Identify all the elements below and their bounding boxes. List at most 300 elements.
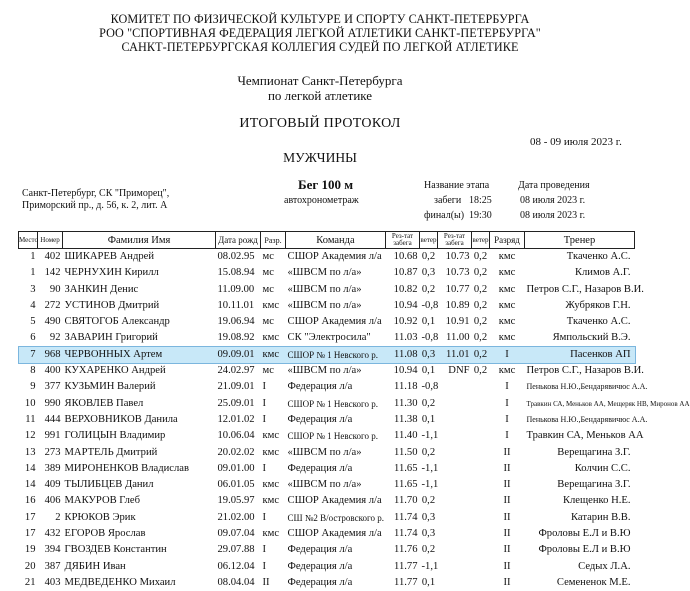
cell-name: ЗАВАРИН Григорий <box>64 332 158 344</box>
cell-rank: мс <box>262 283 274 295</box>
cell-result-heat: 10.92 <box>393 316 418 328</box>
cell-name: ГВОЗДЕВ Константин <box>64 544 167 556</box>
col-coach: Тренер <box>525 232 635 249</box>
cell-wind-final <box>472 510 490 526</box>
cell-team: Федерация л/а <box>287 544 353 556</box>
cell-result-heat: 11.74 <box>394 511 418 523</box>
cell-qualification: II <box>503 479 511 491</box>
cell-wind-heat: 0,3 <box>421 267 436 279</box>
cell-coach: Пенькова Н.Ю.,Бендарявичюс А.А. <box>526 382 648 392</box>
cell-rank: кмс <box>262 332 280 344</box>
cell-coach: Ямпольский В.Э. <box>552 332 631 344</box>
cell-wind-final <box>472 445 490 461</box>
cell-rank: кмс <box>262 479 280 491</box>
cell-bib: 394 <box>44 544 61 556</box>
cell-qualification: II <box>503 462 511 474</box>
stage-header: Название этапа <box>424 180 490 191</box>
cell-name: МЕДВЕДЕНКО Михаил <box>64 576 176 588</box>
cell-team: СШОР Академия л/а <box>287 251 382 262</box>
cell-coach: Колчин С.С. <box>574 462 631 474</box>
cell-qualification: II <box>503 560 511 572</box>
col-dob: Дата рожд <box>216 232 261 249</box>
cell-wind-heat: 0,2 <box>421 495 436 507</box>
cell-place: 6 <box>30 332 36 344</box>
cell-wind-final <box>472 428 490 444</box>
cell-wind-final <box>472 559 490 575</box>
cell-bib: 403 <box>44 576 61 588</box>
table-row <box>19 347 635 363</box>
cell-wind-final <box>472 477 490 493</box>
cell-place: 16 <box>24 495 36 507</box>
cell-wind-final: 0,2 <box>473 365 488 377</box>
table-row <box>19 526 635 542</box>
cell-bib: 432 <box>44 528 61 540</box>
cell-result-final: 10.77 <box>445 283 470 295</box>
cell-name: ЧЕРНУХИН Кирилл <box>64 267 159 279</box>
final-date: 08 июля 2023 г. <box>520 210 586 221</box>
table-row <box>19 265 635 281</box>
cell-qualification: I <box>505 413 509 425</box>
cell-dob: 09.01.00 <box>217 462 255 474</box>
cell-qualification: кмс <box>498 283 516 295</box>
cell-wind-heat: 0,3 <box>421 528 436 540</box>
cell-team: «ШВСМ по л/а» <box>287 299 362 311</box>
cell-result-heat: 11.65 <box>394 479 418 491</box>
cell-coach: Ткаченко А.С. <box>566 316 631 328</box>
cell-result-final: 10.89 <box>445 299 470 311</box>
cell-dob: 15.08.94 <box>217 267 255 279</box>
cell-coach: Клещенко Н.Е. <box>562 495 631 507</box>
table-row <box>19 298 635 314</box>
cell-qualification: кмс <box>498 316 516 328</box>
cell-result-final <box>438 493 472 509</box>
cell-name: ЧЕРВОННЫХ Артем <box>63 347 216 363</box>
cell-bib: 409 <box>44 479 61 491</box>
cell-qualification: II <box>503 446 511 458</box>
cell-dob: 06.12.04 <box>217 560 255 572</box>
cell-name: ЕГОРОВ Ярослав <box>64 528 146 540</box>
cell-name: ШИКАРЕВ Андрей <box>64 251 155 262</box>
cell-result-heat: 10.82 <box>393 283 418 295</box>
organizer-line-3: САНКТ-ПЕТЕРБУРГСКАЯ КОЛЛЕГИЯ СУДЕЙ ПО ЛЕГКОЙ АТЛЕТИКЕ <box>121 40 519 54</box>
cell-wind-heat: 0,1 <box>421 365 436 377</box>
venue-line-1: Санкт-Петербург, СК "Приморец", <box>22 188 170 199</box>
cell-place: 11 <box>25 413 36 425</box>
cell-wind-heat: -1,1 <box>421 462 439 474</box>
cell-result-heat: 11.70 <box>394 495 418 507</box>
cell-result-heat: 10.87 <box>393 267 418 279</box>
cell-wind-heat: 0,2 <box>421 251 436 262</box>
cell-result-final: 10.73 <box>445 251 470 262</box>
event-subtitle: по легкой атлетике <box>267 88 373 103</box>
table-row <box>19 282 635 298</box>
cell-qualification: кмс <box>498 251 516 262</box>
cell-bib: 968 <box>38 347 63 363</box>
cell-team: «ШВСМ по л/а» <box>287 446 362 458</box>
cell-rank: I <box>262 560 267 572</box>
cell-team: СШОР № 1 Невского р. <box>286 347 386 363</box>
cell-place: 4 <box>30 299 36 311</box>
cell-result-final: 10.73 <box>445 267 470 279</box>
cell-wind-heat: 0,3 <box>421 511 436 523</box>
cell-wind-final <box>472 493 490 509</box>
cell-coach: Ткаченко А.С. <box>566 251 631 262</box>
cell-qualification: I <box>490 347 525 363</box>
cell-result-heat: 10.68 <box>393 251 418 262</box>
cell-name: КУХАРЕНКО Андрей <box>64 365 166 377</box>
cell-wind-heat: 0,2 <box>421 446 436 458</box>
final-label: финал(ы) <box>424 210 465 221</box>
cell-result-final: 11.01 <box>438 347 472 363</box>
cell-rank: I <box>262 381 267 393</box>
cell-bib: 387 <box>44 560 61 572</box>
cell-wind-final <box>472 379 490 395</box>
cell-coach: Верещагина З.Г. <box>557 446 631 458</box>
cell-qualification: кмс <box>498 332 516 344</box>
table-row <box>19 428 635 444</box>
cell-dob: 21.02.00 <box>217 511 255 523</box>
table-row <box>19 363 635 379</box>
cell-coach: Петров С.Г., Назаров В.И. <box>526 283 644 295</box>
cell-name: МИРОНЕНКОВ Владислав <box>64 462 189 474</box>
cell-place: 7 <box>19 347 38 363</box>
cell-team: СШОР № 1 Невского р. <box>287 431 378 442</box>
cell-place: 20 <box>24 560 36 572</box>
cell-dob: 08.04.04 <box>217 576 255 588</box>
table-row <box>19 379 635 395</box>
cell-name: СВЯТОГОБ Александр <box>64 316 170 328</box>
cell-result-final: 11.00 <box>446 332 470 344</box>
cell-wind-heat: -1,1 <box>421 430 439 442</box>
table-row <box>19 493 635 509</box>
cell-result-final <box>438 428 472 444</box>
cell-result-final <box>438 526 472 542</box>
organizer-line-2: РОО "СПОРТИВНАЯ ФЕДЕРАЦИЯ ЛЕГКОЙ АТЛЕТИКИ САНКТ-ПЕТЕРБУРГА" <box>99 26 541 40</box>
cell-coach: Климов А.Г. <box>574 267 631 279</box>
cell-place: 17 <box>24 528 36 540</box>
cell-wind-final <box>472 396 490 412</box>
cell-result-final <box>438 396 472 412</box>
cell-qualification: I <box>505 397 509 409</box>
cell-bib: 92 <box>49 332 61 344</box>
col-result-final: Рез-тат забега <box>438 232 472 249</box>
cell-name: ГОЛИЦЫН Владимир <box>64 430 166 442</box>
cell-result-final <box>438 559 472 575</box>
cell-name: ЯКОВЛЕВ Павел <box>64 397 144 409</box>
col-qualification: Разряд <box>490 232 525 249</box>
cell-qualification: I <box>505 430 509 442</box>
cell-qualification: кмс <box>498 299 516 311</box>
col-place: Место <box>19 232 38 249</box>
cell-wind-final <box>472 526 490 542</box>
cell-qualification: кмс <box>498 365 516 377</box>
cell-team: Федерация л/а <box>287 381 353 393</box>
cell-dob: 19.05.97 <box>217 495 255 507</box>
cell-rank: кмс <box>262 299 280 311</box>
table-row <box>19 575 635 591</box>
cell-dob: 10.06.04 <box>217 430 255 442</box>
cell-qualification: II <box>503 495 511 507</box>
organizer-line-1: КОМИТЕТ ПО ФИЗИЧЕСКОЙ КУЛЬТУРЕ И СПОРТУ САНКТ-ПЕТЕРБУРГА <box>110 12 530 26</box>
cell-team: «ШВСМ по л/а» <box>287 479 362 491</box>
table-row <box>19 249 635 266</box>
cell-wind-final: 0,2 <box>473 332 488 344</box>
cell-rank: мс <box>262 267 274 279</box>
cell-bib: 389 <box>44 462 61 474</box>
cell-result-heat: 11.40 <box>394 430 418 442</box>
cell-qualification: II <box>503 528 511 540</box>
cell-coach: Седых Л.А. <box>578 560 631 572</box>
cell-team: СК "Электросила" <box>287 332 371 344</box>
cell-place: 19 <box>24 544 36 556</box>
cell-wind-heat: -1,1 <box>421 479 439 491</box>
cell-rank: кмс <box>262 430 280 442</box>
cell-wind-final: 0,2 <box>473 251 488 262</box>
cell-place: 21 <box>24 576 36 588</box>
category-title: МУЖЧИНЫ <box>283 150 357 165</box>
table-row <box>19 510 635 526</box>
cell-team: «ШВСМ по л/а» <box>287 365 362 377</box>
cell-wind-heat: 0,1 <box>421 413 436 425</box>
cell-name: ТЫЛИБЦЕВ Данил <box>64 479 154 491</box>
event-dates: 08 - 09 июля 2023 г. <box>530 136 622 148</box>
cell-dob: 20.02.02 <box>217 446 255 458</box>
cell-coach: Пенькова Н.Ю.,Бендарявичюс А.А. <box>526 414 648 424</box>
cell-team: Федерация л/а <box>287 462 353 474</box>
table-row <box>19 396 635 412</box>
cell-wind-heat: 0,1 <box>421 316 436 328</box>
heats-date: 08 июля 2023 г. <box>520 195 586 206</box>
cell-coach: Петров С.Г., Назаров В.И. <box>526 365 644 377</box>
cell-place: 10 <box>24 397 36 409</box>
cell-team: СШОР Академия л/а <box>287 316 382 328</box>
cell-name: КРЮКОВ Эрик <box>64 511 136 523</box>
cell-result-heat: 11.38 <box>394 413 418 425</box>
table-row <box>19 330 635 346</box>
heats-time: 18:25 <box>469 195 492 206</box>
cell-team: СШОР № 1 Невского р. <box>287 398 378 409</box>
cell-rank: кмс <box>262 446 280 458</box>
cell-wind-heat: 0,2 <box>421 397 436 409</box>
cell-result-final: 10.91 <box>445 316 470 328</box>
table-row <box>19 559 635 575</box>
cell-result-heat: 11.30 <box>394 397 418 409</box>
cell-rank: I <box>262 413 267 425</box>
cell-qualification: II <box>503 544 511 556</box>
cell-wind-final: 0,2 <box>472 347 490 363</box>
cell-team: Федерация л/а <box>287 560 353 572</box>
cell-result-final: DNF <box>448 365 470 377</box>
cell-name: МАКУРОВ Глеб <box>64 495 141 507</box>
venue-line-2: Приморский пр., д. 56, к. 2, лит. А <box>22 200 168 211</box>
cell-dob: 11.09.00 <box>217 283 255 295</box>
cell-rank: кмс <box>262 495 280 507</box>
cell-result-heat: 11.65 <box>394 462 418 474</box>
cell-place: 1 <box>30 251 36 262</box>
cell-name: ЗАНКИН Денис <box>64 283 139 295</box>
col-bib: Номер <box>38 232 63 249</box>
cell-place: 9 <box>30 381 36 393</box>
cell-wind-final <box>472 542 490 558</box>
cell-place: 3 <box>30 283 36 295</box>
results-table <box>18 231 690 591</box>
cell-result-heat: 11.18 <box>394 381 418 393</box>
cell-coach: Верещагина З.Г. <box>557 479 631 491</box>
cell-name: ВЕРХОВНИКОВ Данила <box>64 413 178 425</box>
cell-wind-heat: 0,2 <box>421 544 436 556</box>
cell-dob: 09.07.04 <box>217 528 255 540</box>
cell-bib: 273 <box>44 446 61 458</box>
cell-result-heat: 11.74 <box>394 528 418 540</box>
cell-bib: 490 <box>44 316 61 328</box>
cell-rank: мс <box>262 365 274 377</box>
cell-bib: 402 <box>44 251 61 262</box>
cell-name: УСТИНОВ Дмитрий <box>64 299 160 311</box>
cell-bib: 400 <box>44 365 61 377</box>
cell-result-heat: 10.94 <box>393 299 418 311</box>
table-row <box>19 461 635 477</box>
cell-place: 1 <box>30 267 36 279</box>
col-wind-heat: ветер <box>420 232 438 249</box>
heats-label: забеги <box>434 195 462 206</box>
cell-qualification: II <box>503 511 511 523</box>
table-row <box>19 477 635 493</box>
table-row <box>19 445 635 461</box>
cell-result-heat: 11.50 <box>394 446 418 458</box>
cell-result-final <box>438 575 472 591</box>
cell-coach: Фроловы Е.Л и В.Ю <box>538 528 631 540</box>
col-wind-final: ветер <box>472 232 490 249</box>
cell-rank: I <box>262 462 267 474</box>
protocol-title: ИТОГОВЫЙ ПРОТОКОЛ <box>239 116 401 131</box>
cell-coach: Семененок М.Е. <box>556 576 631 588</box>
cell-coach: Жубряков Г.Н. <box>565 299 631 311</box>
cell-team: СШ №2 В/островского р. <box>287 512 385 523</box>
cell-bib: 142 <box>44 267 61 279</box>
cell-wind-heat: -0,8 <box>421 381 439 393</box>
cell-team: Федерация л/а <box>287 413 353 425</box>
cell-bib: 444 <box>44 413 61 425</box>
date-header: Дата проведения <box>518 180 590 191</box>
cell-bib: 991 <box>44 430 61 442</box>
event-title: Чемпионат Санкт-Петербурга <box>237 73 403 88</box>
discipline-title: Бег 100 м <box>298 177 354 192</box>
cell-team: СШОР Академия л/а <box>287 495 382 507</box>
cell-dob: 08.02.95 <box>217 251 255 262</box>
col-result-heat: Рез-тат забега <box>386 232 420 249</box>
cell-dob: 21.09.01 <box>217 381 255 393</box>
cell-dob: 24.02.97 <box>217 365 255 377</box>
cell-result-heat: 10.94 <box>393 365 418 377</box>
cell-result-final <box>438 379 472 395</box>
cell-wind-final: 0,2 <box>473 283 488 295</box>
cell-result-heat: 11.77 <box>394 576 418 588</box>
cell-wind-final <box>472 412 490 428</box>
cell-bib: 990 <box>44 397 61 409</box>
cell-wind-final: 0,2 <box>473 299 488 311</box>
cell-place: 14 <box>24 479 36 491</box>
cell-rank: I <box>262 544 267 556</box>
cell-wind-final: 0,2 <box>473 267 488 279</box>
final-time: 19:30 <box>469 210 492 221</box>
cell-qualification: I <box>505 381 509 393</box>
cell-dob: 29.07.88 <box>217 544 255 556</box>
cell-rank: I <box>262 511 267 523</box>
cell-dob: 06.01.05 <box>217 479 255 491</box>
cell-wind-heat: -0,8 <box>421 299 439 311</box>
cell-bib: 90 <box>49 283 61 295</box>
cell-bib: 406 <box>44 495 61 507</box>
cell-coach: Катарин В.В. <box>570 511 631 523</box>
cell-dob: 09.09.01 <box>216 347 261 363</box>
cell-place: 12 <box>24 430 36 442</box>
cell-coach: Пасенков АП <box>525 347 635 363</box>
cell-wind-final <box>472 575 490 591</box>
cell-dob: 25.09.01 <box>217 397 255 409</box>
cell-qualification: кмс <box>498 267 516 279</box>
cell-name: КУЗЬМИН Валерий <box>64 381 156 393</box>
cell-result-final <box>438 510 472 526</box>
cell-result-final <box>438 477 472 493</box>
cell-rank: кмс <box>262 528 280 540</box>
cell-result-final <box>438 542 472 558</box>
cell-place: 14 <box>24 462 36 474</box>
table-row <box>19 314 635 330</box>
cell-coach: Травкин СА, Меньков АА, Мещеряк НВ, Миронов АА <box>526 399 690 408</box>
cell-bib: 2 <box>55 511 61 523</box>
table-row <box>19 412 635 428</box>
cell-dob: 19.06.94 <box>217 316 255 328</box>
cell-result-heat: 11.08 <box>386 347 420 363</box>
cell-team: «ШВСМ по л/а» <box>287 283 362 295</box>
cell-team: Федерация л/а <box>287 576 353 588</box>
col-name: Фамилия Имя <box>63 232 216 249</box>
cell-rank: I <box>262 397 267 409</box>
cell-qualification: II <box>503 576 511 588</box>
col-team: Команда <box>286 232 386 249</box>
cell-dob: 10.11.01 <box>217 299 255 311</box>
cell-place: 13 <box>24 446 36 458</box>
cell-rank: мс <box>262 316 274 328</box>
cell-result-final <box>438 445 472 461</box>
cell-wind-heat: 0,3 <box>420 347 438 363</box>
cell-name: ДЯБИН Иван <box>64 560 126 572</box>
cell-bib: 272 <box>44 299 61 311</box>
cell-rank: II <box>262 576 270 588</box>
cell-wind-heat: 0,1 <box>421 576 436 588</box>
cell-wind-heat: -0,8 <box>421 332 439 344</box>
cell-name: МАРТЕЛЬ Дмитрий <box>64 446 158 458</box>
cell-wind-heat: 0,2 <box>421 283 436 295</box>
table-row <box>19 542 635 558</box>
cell-dob: 19.08.92 <box>217 332 255 344</box>
cell-coach: Фроловы Е.Л и В.Ю <box>538 544 631 556</box>
cell-wind-final: 0,2 <box>473 316 488 328</box>
cell-wind-final <box>472 461 490 477</box>
cell-result-final <box>438 412 472 428</box>
cell-rank: кмс <box>261 347 286 363</box>
cell-team: «ШВСМ по л/а» <box>287 267 362 279</box>
cell-coach: Травкин СА, Меньков АА <box>526 430 644 442</box>
cell-result-heat: 11.76 <box>394 544 418 556</box>
cell-place: 5 <box>30 316 36 328</box>
timing-type: автохронометраж <box>284 195 359 206</box>
cell-place: 8 <box>30 365 36 377</box>
cell-result-final <box>438 461 472 477</box>
cell-result-heat: 11.77 <box>394 560 418 572</box>
cell-rank: мс <box>262 251 274 262</box>
col-rank: Разр. <box>261 232 286 249</box>
